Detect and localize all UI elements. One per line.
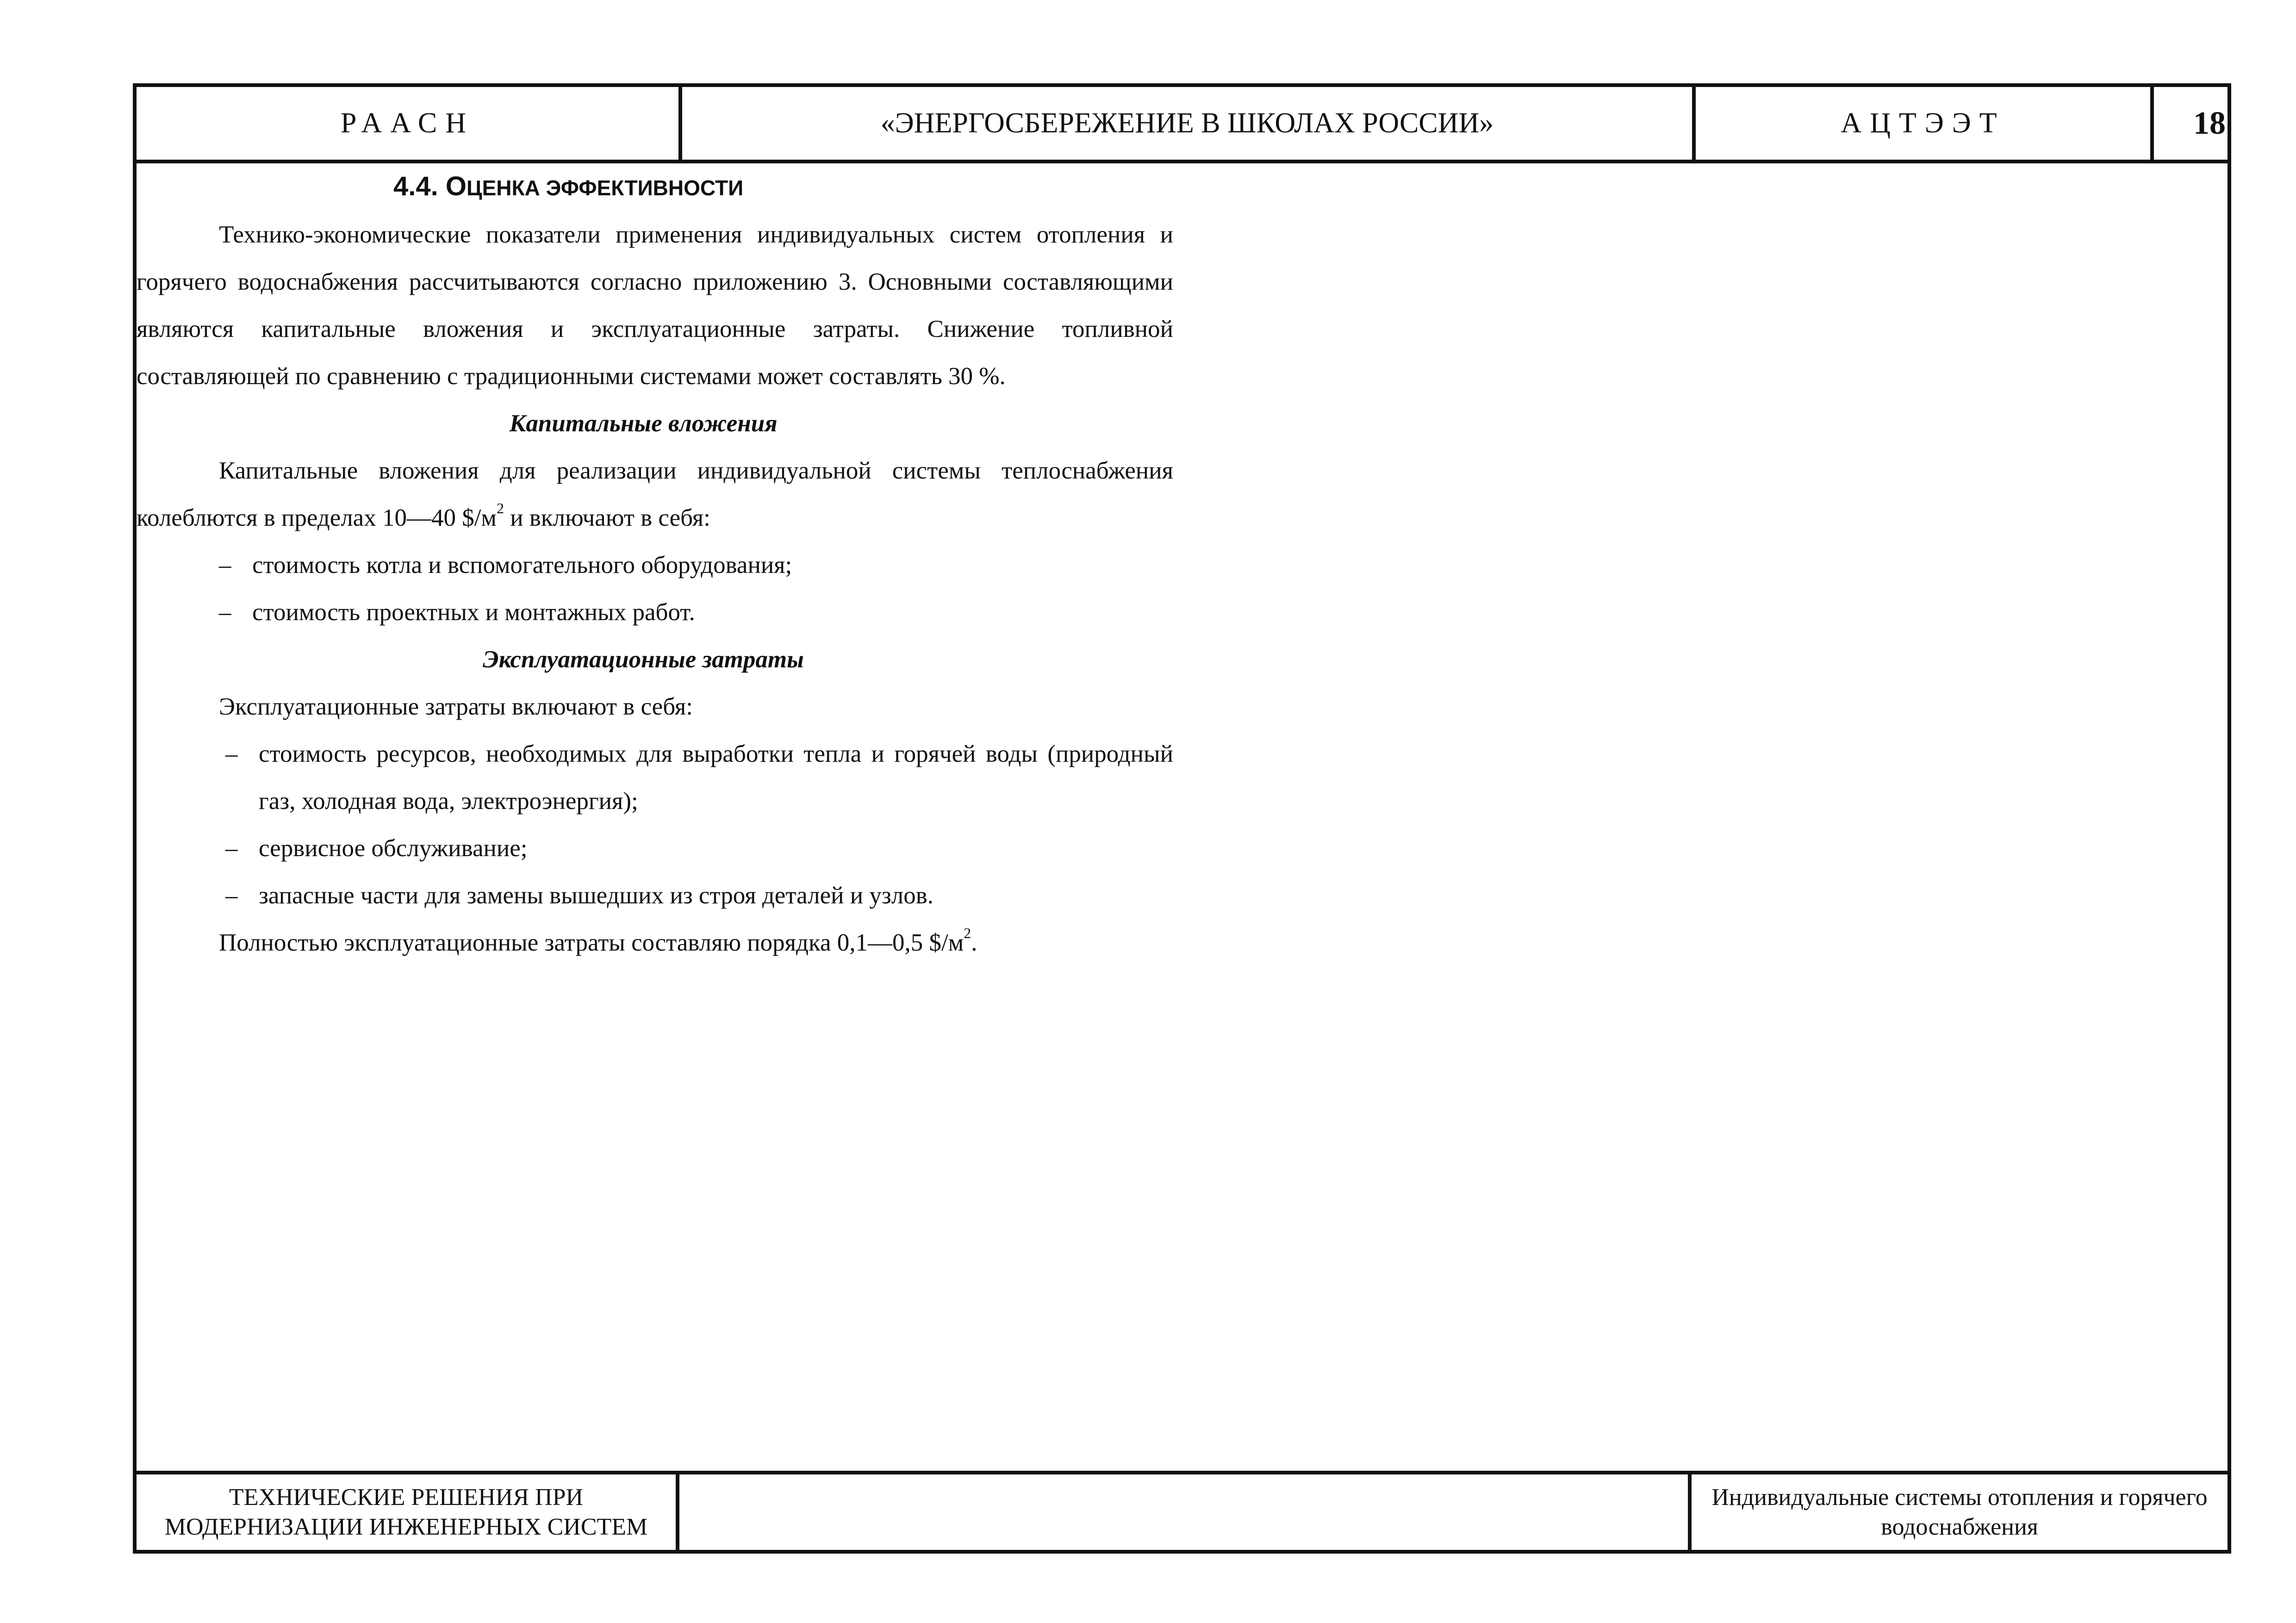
operating-lead: Эксплуатационные затраты включают в себя: (219, 693, 693, 720)
capital-text: Капитальные вложения для реализации индивидуальной системы теплоснабжения колеблются в пределах 10—40 $/м (137, 457, 1173, 531)
dash-marker: – (219, 599, 231, 626)
capital-heading: Капитальные вложения (509, 410, 778, 437)
capital-superscript: 2 (496, 500, 504, 517)
operating-total (137, 919, 1173, 966)
list-item-text: запасные части для замены вышедших из строя деталей и узлов. (259, 882, 933, 909)
footer-left: ТЕХНИЧЕСКИЕ РЕШЕНИЯ ПРИ МОДЕРНИЗАЦИИ ИНЖЕНЕРНЫХ СИСТЕМ (137, 1474, 679, 1550)
footer-right: Индивидуальные системы отопления и горячего водоснабжения (1711, 1484, 2208, 1540)
header-title: «ЭНЕРГОСБЕРЕЖЕНИЕ В ШКОЛАХ РОССИИ» (682, 87, 1696, 163)
list-item-text: стоимость проектных и монтажных работ. (252, 599, 695, 626)
header-agency: АЦТЭЭТ (1696, 87, 2154, 163)
footer-middle (679, 1474, 1692, 1550)
header-org: РААСН (137, 87, 682, 163)
section-title (393, 163, 1173, 211)
page-number: 18 (2154, 87, 2228, 163)
page-frame (133, 83, 2231, 1554)
dash-marker: – (225, 835, 238, 862)
main-content (137, 163, 1173, 966)
operating-superscript: 2 (964, 925, 971, 942)
section-number: 4.4. (393, 171, 438, 201)
list-item (137, 541, 1173, 589)
footer (137, 1471, 2228, 1550)
list-item (137, 589, 1173, 636)
list-item-text: сервисное обслуживание; (259, 835, 528, 862)
operating-total-text: Полностью эксплуатационные затраты составляю порядка 0,1—0,5 $/м (219, 929, 964, 956)
list-item (137, 825, 1173, 872)
capital-paragraph (137, 447, 1173, 541)
intro-paragraph: Технико-экономические показатели применения индивидуальных систем отопления и горячего водоснабжения рассчитываются согласно приложению 3. Основными составляющими являются капитальные вложения и эксплуатационные затраты. Снижение топливной составляющей по сравнению с традиционными системами может составлять 30 %. (137, 221, 1173, 390)
dash-marker: – (225, 882, 238, 909)
dash-marker: – (219, 552, 231, 578)
operating-heading: Эксплуатационные затраты (483, 646, 804, 673)
operating-total-end: . (971, 929, 977, 956)
list-item-text: стоимость котла и вспомогательного оборудования; (252, 552, 792, 578)
capital-text-end: и включают в себя: (504, 504, 710, 531)
list-item (137, 730, 1173, 825)
section-title-rest: ЦЕНКА ЭФФЕКТИВНОСТИ (467, 176, 744, 200)
dash-marker: – (225, 740, 238, 767)
list-item (137, 872, 1173, 919)
section-title-cap: О (445, 171, 467, 201)
list-item-text: стоимость ресурсов, необходимых для выработки тепла и горячей воды (природный газ, холодная вода, электроэнергия); (259, 740, 1173, 815)
